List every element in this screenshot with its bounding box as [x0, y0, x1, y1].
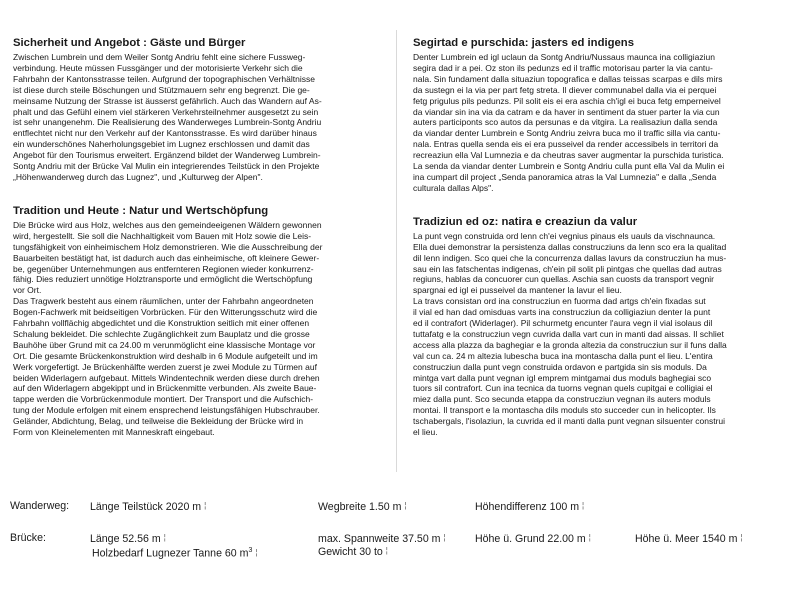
section-tradition — [13, 205, 371, 438]
wegbreite: Wegbreite 1.50 m ¦ — [318, 501, 407, 513]
section-paragraph: Zwischen Lumbrein und dem Weiler Sontg Andriu fehlt eine sichere Fussweg- verbindung. Heute müssen Fussgänger und der motorisierte Verkehr sich die Fahrbahn der Kantonsstrasse teilen. Aufgrund der topographischen Verhältnisse ist diese durch steile Böschungen und Stützmauern sehr eng begrenzt. Die ge- meinsame Nutzung der Strasse ist äusserst gefährlich. Auch das Wandern auf As- phalt und das Gefühl einem viel stärkeren Verkehrsteilnehmer ausgesetzt zu sein ist sehr unangenehm. Die Realisierung des Wanderweges Lumbrein-Sontg Andriu entflechtet nicht nur den Verkehr auf der Kantonsstrasse. Es wird darüber hinaus ein wunderschönes Naherholungsgebiet im Lugnez erschlossen und damit das Angebot für den Tourismus erweitert. Ergänzend bildet der Wanderweg Lumbrein- Sontg Andriu mit der Brücke Val Mulin ein integrierendes Teilstück in den Projekte „Höhenwanderweg durch das Lugnez", und „Kulturweg der Alpen". — [13, 52, 322, 182]
column-divider — [396, 30, 397, 472]
hoehe-grund: Höhe ü. Grund 22.00 m ¦ — [475, 533, 591, 545]
section-segirtad — [413, 37, 771, 194]
holzbedarf: Holzbedarf Lugnezer Tanne 60 $m^3$ ¦ — [92, 547, 258, 560]
section-heading: Segirtad e purschida: jasters ed indigens — [413, 37, 634, 49]
section-heading: Sicherheit und Angebot : Gäste und Bürger — [13, 37, 246, 49]
hoehe-meer: Höhe ü. Meer 1540 m ¦ — [635, 533, 743, 545]
wanderweg-row — [10, 500, 790, 514]
section-paragraph: La punt vegn construida ord lenn ch'ei vegnius pinaus els uauls da vischnaunca. Ella duei demonstrar la persistenza dallas construcziuns da lenn sco era la qualitad dil lenn indigen. Sco quei che la concurrenza dallas lavurs da construcziun ha mus- sau ein las fatschentas indigenas, ch'ein pil solit pli pintgas che quellas dad autras regiuns, hablas da concuorer cun quellas. Aschia san cuosts da transport vegnir spargnai ed igl ei pusseivel da mantener la lavur el lieu. La travs consistan ord ina construcziun en fuorma dad artgs ch'ein fixadas sut il vial ed han dad omisduas varts ina construcziun da colligiaziun denter la punt ed il contrafort (Widerlager). Pil schurmetg encunter l'aura vegn il vial isolaus dil tuttafatg e la construcziun vegn cuvrida dalla vart cun in manti dad aissas. Il schliet access alla plazza da baghegiar e la gronda altezia da construcziun sur il funs dalla val cun ca. 24 m altezia lubescha buca ina montascha dalla punt el lieu. L'entira construcziun dalla punt vegn construida ordavon e partgida sin sis moduls. Da mintga vart dalla punt vegnan igl emprem mintgamai dus moduls baghegiai sco tuors sil contrafort. Cun ina tecnica da tuorns vegnan quels cupitgai e colligiai el miez dalla punt. Sco secunda etappa da construcziun vegnan ils auters moduls montai. Il transport e la montascha dils moduls sto succeder cun in helicopter. Ils tschabergals, l'isolaziun, la cuvrida ed il manti dalla punt vegnan silsuenter construi el lieu. — [413, 230, 727, 438]
section-paragraph: Die Brücke wird aus Holz, welches aus den gemeindeeigenen Wäldern gewonnen wird, hergestellt. Sie soll die Nachhaltigkeit vom Bauen mit Holz sowie die Leis- tungsfähigkeit von einheimischem Holz demonstrieren. Wie die Ausschreibung der Bauarbeiten bestätigt hat, ist dadurch auch das einheimische, oft kleinere Gewer- be, gegenüber Unternehmungen aus entfernteren Regionen wieder konkurrenz- fähig. Dies reduziert unnötige Holztransporte und ermöglicht die Wertschöpfung vor Ort. Das Tragwerk besteht aus einem räumlichen, unter der Fahrbahn angeordneten Bogen-Fachwerk mit beidseitigen Vorbrücken. Für den Witterungsschutz wird die Fahrbahn vollflächig abgedichtet und die Konstruktion seitlich mit einer offenen Schalung bekleidet. Die schlechte Zugänglichkeit zum Bauplatz und die grosse Bauhöhe über Grund mit ca 24.00 m verunmöglicht eine klassische Montage vor Ort. Die gesamte Brückenkonstruktion wird deshalb in 6 Module aufgeteilt und im Werk vorgefertigt. Je Brückenhälfte werden zuerst je zwei Module zu Türmen auf beiden Widerlagern aufgebaut. Mittels Windentechnik werden diese durch drehen auf den Widerlagern abgekippt und in Brückenmitte verbunden. Als zweite Baue- tappe werden die Vorbrückenmodule montiert. Der Transport und die Aufschich- tung der Module erfolgen mit einem ensprechend leistungsfähigen Hubschrauber. Geländer, Abdichtung, Belag, und teilweise die Bekleidung der Brücke wird in Form von Kleinelementen mit Manneskraft eingebaut. — [13, 219, 323, 438]
section-paragraph: Denter Lumbrein ed igl uclaun da Sontg Andriu/Nussaus maunca ina colligiaziun segira dad ir a pei. Oz ston ils pedunzs ed il traffic motorisau parter la via cantu- nala. Sin fundament dalla situaziun topografica e dallas teissas scarpas e dils mirs da sustegn ei la via per part fetg streta. Il diever communabel dalla via ei perquei fetg prigulus pils pedunzs. Pil solit eis ei era aschia ch'igl ei buca fetg emperneivel da viandar sin ina via da catram e da haver in sentiment da stuer parter la via cun auters participonts sco autos da persunas e da vitgira. La realisaziun dalla senda da viandar denter Lumbrein e Sontg Andriu zeivra buca mo il traffic silla via cantu- nala. Entras quella senda eis ei era pusseivel da render accessibels in territori da recreaziun ella Val Lumnezia e da cheutras saver augmentar la purschida turistica. La senda da viandar denter Lumbrein e Sontg Andriu culla punt ella Val da Mulin ei ina cumpart dil project „Senda panoramica atras la Val Lumnezia" e dalla „Senda culturala dallas Alps". — [413, 52, 725, 193]
right-column — [413, 37, 771, 446]
gewicht: Gewicht 30 to ¦ — [318, 546, 388, 558]
hoehendifferenz: Höhendifferenz 100 m ¦ — [475, 501, 585, 513]
bruecke-row-2 — [10, 545, 790, 559]
laenge-teilstueck: Länge Teilstück 2020 m ¦ — [90, 501, 207, 513]
bruecke-row-1 — [10, 532, 790, 546]
bruecke-label: Brücke: — [10, 532, 46, 544]
left-column — [13, 37, 371, 446]
section-heading: Tradition und Heute : Natur und Wertschöpfung — [13, 204, 269, 217]
section-heading: Tradiziun ed oz: natira e creaziun da valur — [413, 215, 638, 228]
section-sicherheit — [13, 37, 371, 183]
laenge: Länge 52.56 m ¦ — [90, 533, 166, 545]
section-tradiziun — [413, 216, 771, 438]
spannweite: max. Spannweite 37.50 m ¦ — [318, 533, 446, 545]
wanderweg-label: Wanderweg: — [10, 500, 70, 512]
